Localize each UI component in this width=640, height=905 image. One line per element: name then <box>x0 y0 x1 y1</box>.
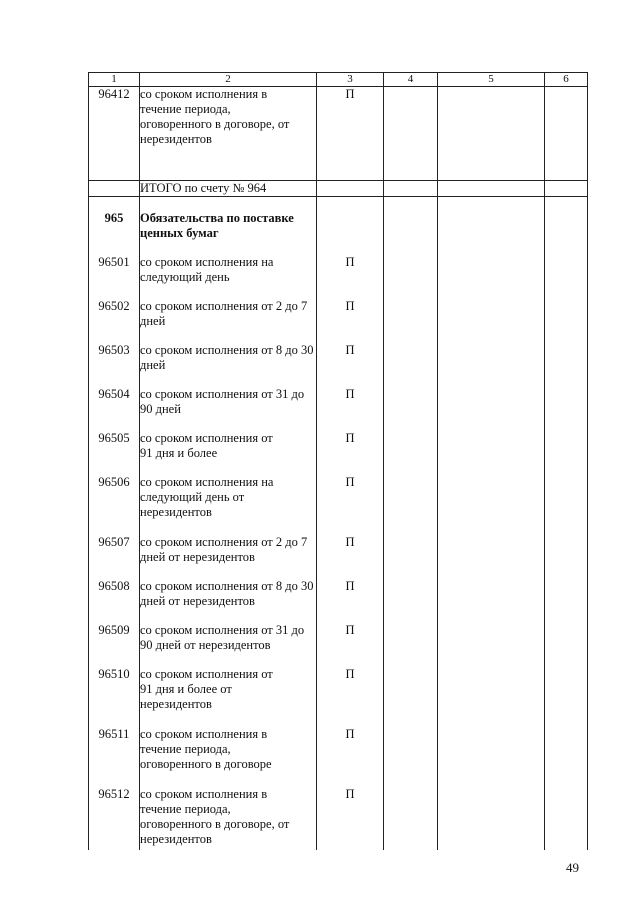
table-row <box>89 343 588 387</box>
account-code: 96412 <box>89 87 140 181</box>
account-description: со сроком исполнения в течение периода, оговоренного в договоре, от нерезидентов <box>140 787 317 850</box>
account-code: 96508 <box>89 579 140 623</box>
account-type: П <box>317 87 384 181</box>
column-number: 5 <box>438 73 545 87</box>
total-row <box>89 181 588 197</box>
account-type: П <box>317 431 384 475</box>
table-row <box>89 623 588 667</box>
table-row <box>89 727 588 787</box>
table-row <box>89 431 588 475</box>
accounts-table <box>88 72 588 850</box>
account-code: 96506 <box>89 475 140 535</box>
account-type: П <box>317 387 384 431</box>
column-number: 3 <box>317 73 384 87</box>
account-description: со сроком исполнения от 8 до 30 дней <box>140 343 317 387</box>
account-code: 96504 <box>89 387 140 431</box>
page-number: 49 <box>566 860 579 875</box>
account-code: 96509 <box>89 623 140 667</box>
account-description: со сроком исполнения от 2 до 7 дней <box>140 299 317 343</box>
section-title: Обязательства по поставке ценных бумаг <box>140 197 317 255</box>
table-row <box>89 255 588 299</box>
total-label: ИТОГО по счету № 964 <box>140 181 317 197</box>
table-row <box>89 579 588 623</box>
account-type: П <box>317 727 384 787</box>
column-number: 4 <box>384 73 438 87</box>
table-row <box>89 299 588 343</box>
account-type: П <box>317 475 384 535</box>
column-number-row <box>89 73 588 87</box>
account-code: 96507 <box>89 535 140 579</box>
table-row <box>89 387 588 431</box>
account-type: П <box>317 623 384 667</box>
table-row <box>89 787 588 850</box>
account-description: со сроком исполнения от 91 дня и более от нерезидентов <box>140 667 317 727</box>
account-code: 965 <box>89 197 140 255</box>
account-type: П <box>317 255 384 299</box>
account-type: П <box>317 667 384 727</box>
table-body <box>89 87 588 850</box>
column-number: 2 <box>140 73 317 87</box>
account-type: П <box>317 579 384 623</box>
account-code: 96505 <box>89 431 140 475</box>
account-description: со сроком исполнения от 8 до 30 дней от нерезидентов <box>140 579 317 623</box>
account-description: со сроком исполнения от 31 до 90 дней <box>140 387 317 431</box>
table-row <box>89 667 588 727</box>
account-description: со сроком исполнения от 91 дня и более <box>140 431 317 475</box>
account-code: 96511 <box>89 727 140 787</box>
column-number: 6 <box>545 73 588 87</box>
account-code: 96512 <box>89 787 140 850</box>
account-code: 96510 <box>89 667 140 727</box>
table-row <box>89 87 588 181</box>
account-type: П <box>317 787 384 850</box>
section-heading-row <box>89 197 588 255</box>
account-description: со сроком исполнения в течение периода, оговоренного в договоре, от нерезидентов <box>140 87 317 181</box>
account-code: 96502 <box>89 299 140 343</box>
account-type: П <box>317 343 384 387</box>
account-type: П <box>317 535 384 579</box>
account-description: со сроком исполнения на следующий день <box>140 255 317 299</box>
account-code: 96503 <box>89 343 140 387</box>
account-code: 96501 <box>89 255 140 299</box>
account-description: со сроком исполнения в течение периода, оговоренного в договоре <box>140 727 317 787</box>
table-row <box>89 535 588 579</box>
account-type: П <box>317 299 384 343</box>
account-description: со сроком исполнения от 2 до 7 дней от нерезидентов <box>140 535 317 579</box>
account-description: со сроком исполнения на следующий день от нерезидентов <box>140 475 317 535</box>
column-number: 1 <box>89 73 140 87</box>
table-row <box>89 475 588 535</box>
account-description: со сроком исполнения от 31 до 90 дней от нерезидентов <box>140 623 317 667</box>
